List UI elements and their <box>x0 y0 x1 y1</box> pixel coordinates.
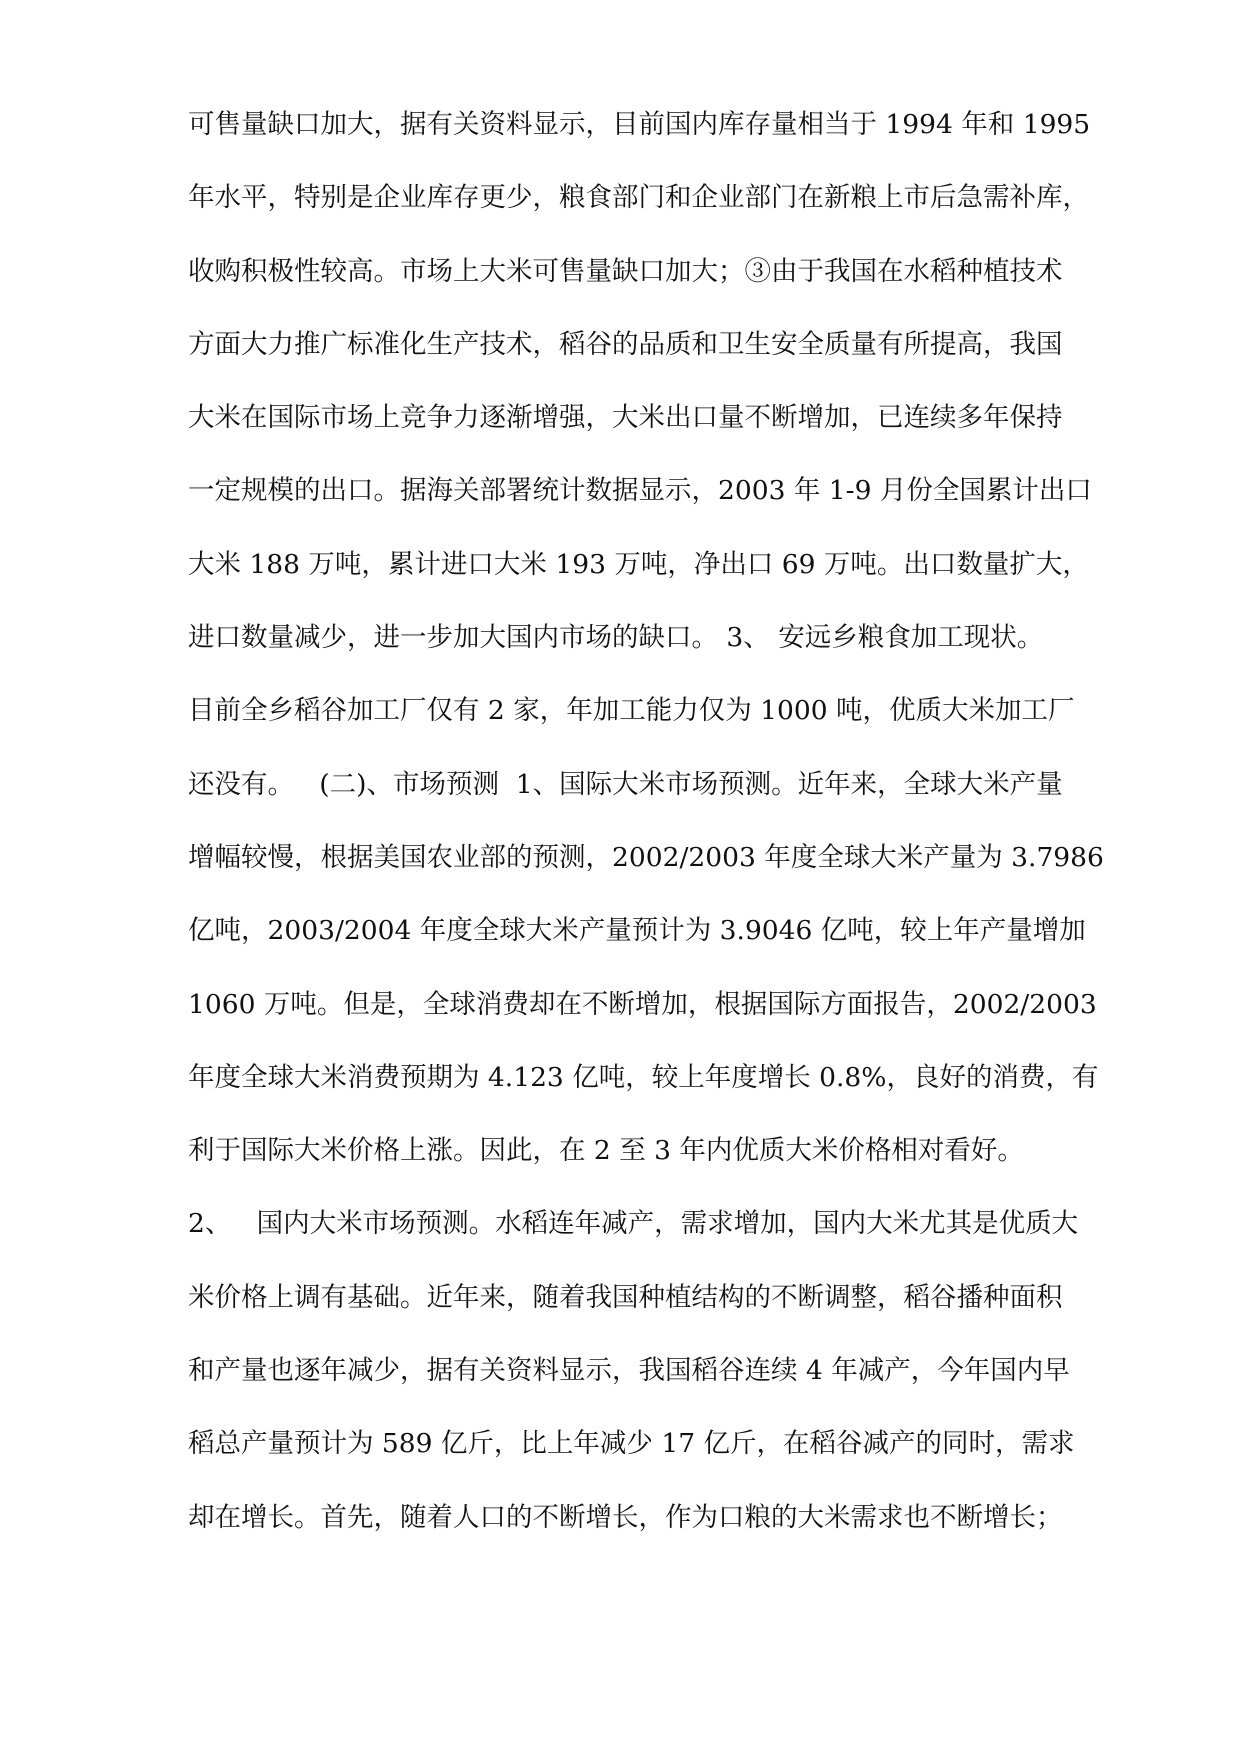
text-line: 可售量缺口加大，据有关资料显示，目前国内库存量相当于 1994 年和 1995 <box>188 109 1091 140</box>
text-line: 年度全球大米消费预期为 4.123 亿吨，较上年度增长 0.8%，良好的消费，有 <box>188 1061 1099 1093</box>
text-line: 进口数量减少，进一步加大国内市场的缺口。 3、 安远乡粮食加工现状。 <box>188 622 1044 654</box>
text-line: 稻总产量预计为 589 亿斤，比上年减少 17 亿斤，在稻谷减产的同时，需求 <box>188 1428 1075 1460</box>
text-line: 2、 国内大米市场预测。水稻连年减产，需求增加，国内大米尤其是优质大 <box>188 1208 1079 1240</box>
text-line: 一定规模的出口。据海关部署统计数据显示，2003 年 1-9 月份全国累计出口 <box>188 475 1092 507</box>
text-line: 亿吨，2003/2004 年度全球大米产量预计为 3.9046 亿吨，较上年产量增加 <box>188 915 1086 947</box>
body-text <box>188 88 1148 1554</box>
text-line: 利于国际大米价格上涨。因此，在 2 至 3 年内优质大米价格相对看好。 <box>188 1135 1024 1167</box>
text-line: 增幅较慢，根据美国农业部的预测，2002/2003 年度全球大米产量为 3.7986 <box>188 841 1104 873</box>
text-line: 年水平，特别是企业库存更少，粮食部门和企业部门在新粮上市后急需补库， <box>188 182 1089 214</box>
text-line: 米价格上调有基础。近年来，随着我国种植结构的不断调整，稻谷播种面积 <box>188 1281 1063 1313</box>
text-line: 大米在国际市场上竞争力逐渐增强，大米出口量不断增加，已连续多年保持 <box>188 402 1063 434</box>
text-line: 目前全乡稻谷加工厂仅有 2 家，年加工能力仅为 1000 吨，优质大米加工厂 <box>188 695 1075 727</box>
text-line: 方面大力推广标准化生产技术，稻谷的品质和卫生安全质量有所提高，我国 <box>188 328 1063 360</box>
text-line: 收购积极性较高。市场上大米可售量缺口加大；③由于我国在水稻种植技术 <box>188 255 1063 287</box>
text-line: 还没有。 (二)、市场预测 1、国际大米市场预测。近年来，全球大米产量 <box>188 768 1063 800</box>
text-line: 却在增长。首先，随着人口的不断增长，作为口粮的大米需求也不断增长； <box>188 1501 1063 1533</box>
text-line: 大米 188 万吨，累计进口大米 193 万吨，净出口 69 万吨。出口数量扩大， <box>188 548 1089 580</box>
text-line: 1060 万吨。但是，全球消费却在不断增加，根据国际方面报告，2002/2003 <box>188 988 1097 1020</box>
text-line: 和产量也逐年减少，据有关资料显示，我国稻谷连续 4 年减产，今年国内早 <box>188 1355 1070 1387</box>
